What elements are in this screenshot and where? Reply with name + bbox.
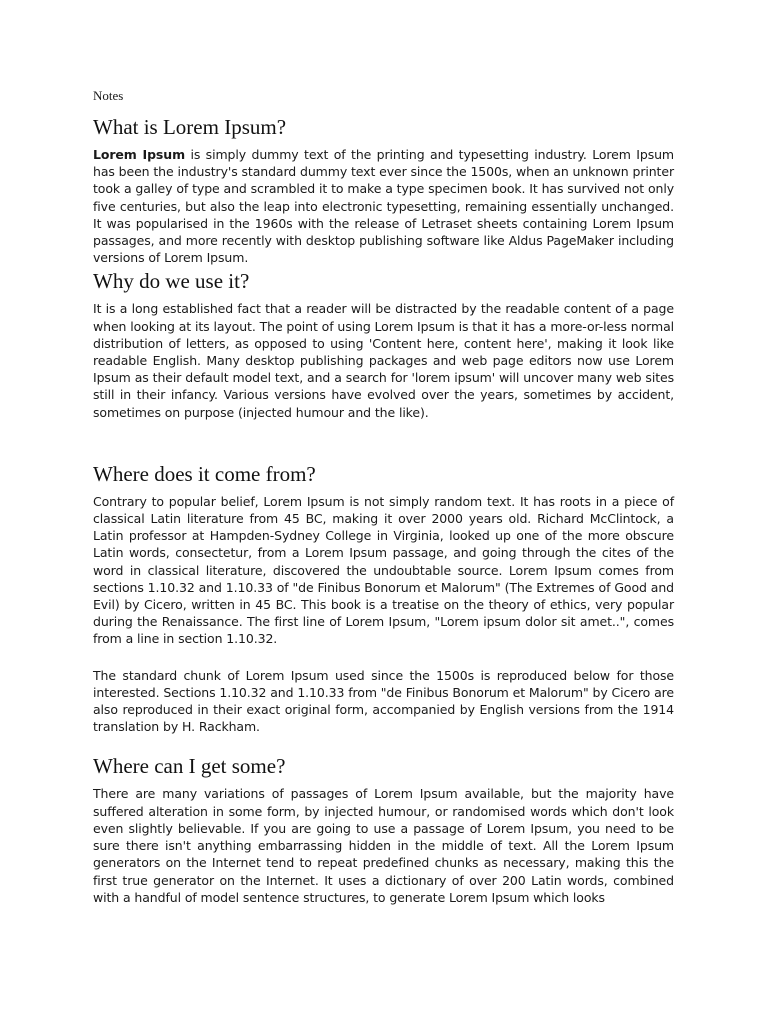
section-heading-what: What is Lorem Ipsum? bbox=[93, 115, 287, 139]
paragraph-where-from-2: The standard chunk of Lorem Ipsum used since the 1500s is reproduced below for those interested. Sections 1.10.32 and 1.10.33 from "de Finibus Bonorum et Malorum" by Cicero are also reproduced in their exact original form, accompanied by English versions from the 1914 translation by H. Rackham. bbox=[93, 667, 674, 735]
paragraph-what bbox=[93, 146, 674, 266]
paragraph-what-text: is simply dummy text of the printing and typesetting industry. Lorem Ipsum has been the industry's standard dummy text ever since the 1500s, when an unknown printer took a galley of type and scrambled it to make a type specimen book. It has survived not only five centuries, but also the leap into electronic typesetting, remaining essentially unchanged. It was popularised in the 1960s with the release of Letraset sheets containing Lorem Ipsum passages, and more recently with desktop publishing software like Aldus PageMaker including versions of Lorem Ipsum. bbox=[93, 147, 675, 266]
paragraph-where-get: There are many variations of passages of Lorem Ipsum available, but the majority have suffered alteration in some form, by injected humour, or randomised words which don't look even slightly believable. If you are going to use a passage of Lorem Ipsum, you need to be sure there isn't anything embarrassing hidden in the middle of text. All the Lorem Ipsum generators on the Internet tend to repeat predefined chunks as necessary, making this the first true generator on the Internet. It uses a dictionary of over 200 Latin words, combined with a handful of model sentence structures, to generate Lorem Ipsum which looks bbox=[93, 786, 674, 905]
document-page bbox=[93, 88, 674, 906]
section-heading-where-get: Where can I get some? bbox=[93, 754, 286, 779]
section-heading-why: Why do we use it? bbox=[93, 269, 250, 294]
paragraph-where-from-1: Contrary to popular belief, Lorem Ipsum is not simply random text. It has roots in a piece of classical Latin literature from 45 BC, making it over 2000 years old. Richard McClintock, a Latin professor at Hampden-Sydney College in Virginia, looked up one of the more obscure Latin words, consectetur, from a Lorem Ipsum passage, and going through the cites of the word in classical literature, discovered the undoubtable source. Lorem Ipsum comes from sections 1.10.32 and 1.10.33 of "de Finibus Bonorum et Malorum" (The Extremes of Good and Evil) by Cicero, written in 45 BC. This book is a treatise on the theory of ethics, very popular during the Renaissance. The first line of Lorem Ipsum, "Lorem ipsum dolor sit amet..", comes from a line in section 1.10.32. bbox=[93, 493, 674, 647]
section-heading-where-from: Where does it come from? bbox=[93, 461, 316, 486]
bold-lead: Lorem Ipsum bbox=[93, 147, 186, 162]
paragraph-why: It is a long established fact that a reader will be distracted by the readable content of a page when looking at its layout. The point of using Lorem Ipsum is that it has a more-or-less normal distribution of letters, as opposed to using 'Content here, content here', making it look like readable English. Many desktop publishing packages and web page editors now use Lorem Ipsum as their default model text, and a search for 'lorem ipsum' will uncover many web sites still in their infancy. Various versions have evolved over the years, sometimes by accident, sometimes on purpose (injected humour and the like). bbox=[93, 301, 674, 420]
header-label: Notes bbox=[93, 88, 124, 103]
